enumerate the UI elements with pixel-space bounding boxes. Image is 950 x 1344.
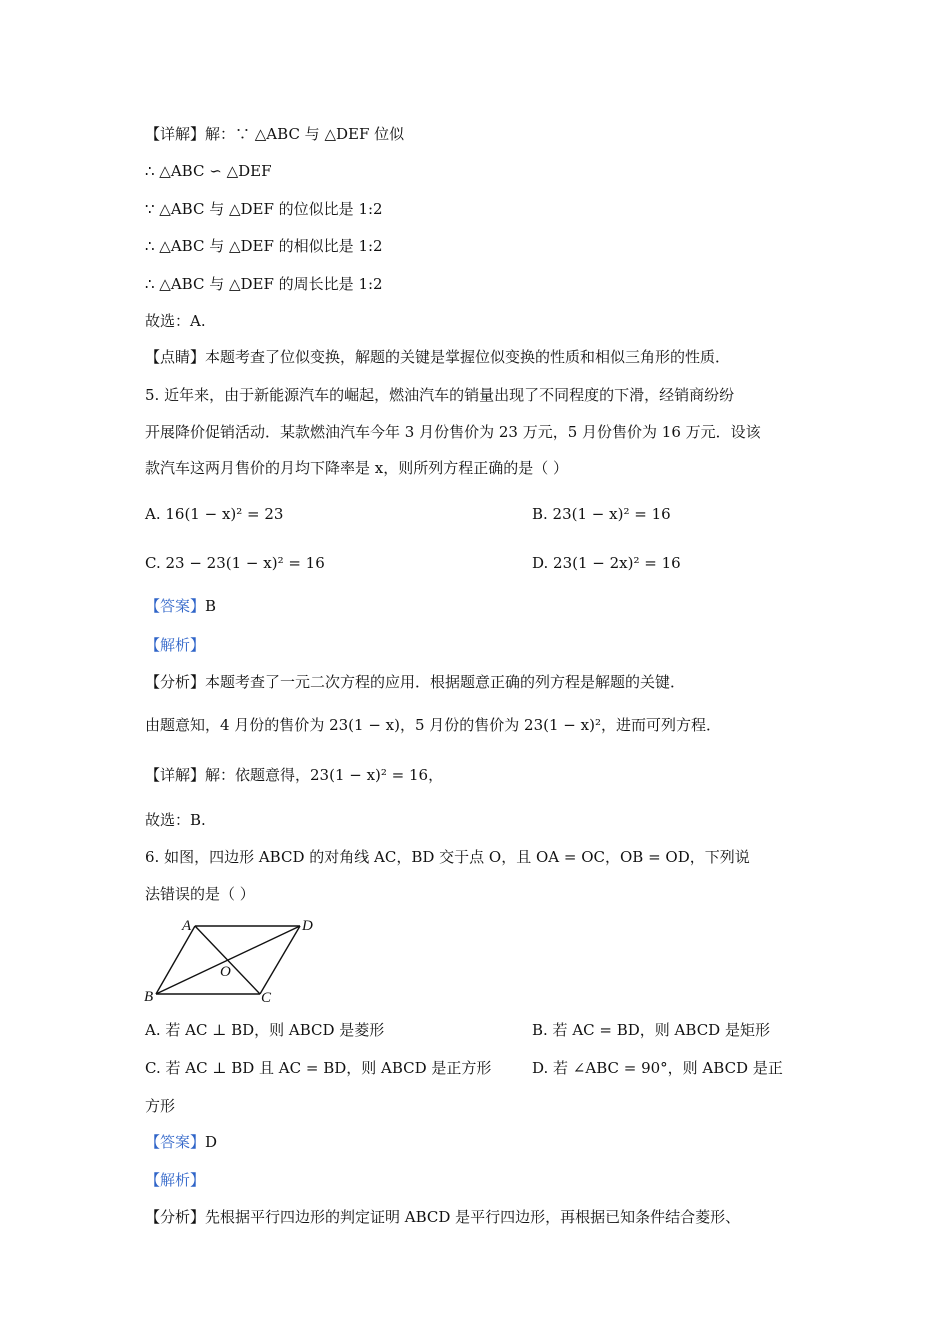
question-5-option-d: D. 23(1 − 2x)² = 16	[532, 554, 681, 572]
question-5-answer	[145, 595, 216, 617]
choose-a-line: 故选：A.	[145, 312, 206, 330]
dianjing-line: 【点睛】本题考查了位似变换，解题的关键是掌握位似变换的性质和相似三角形的性质．	[145, 348, 731, 366]
detail-line-5: ∴ △ABC 与 △DEF 的周长比是 1:2	[145, 275, 383, 293]
detail-line-1: 【详解】解：∵ △ABC 与 △DEF 位似	[145, 125, 405, 143]
answer-tag: 【答案】	[145, 597, 206, 615]
answer-tag: 【答案】	[145, 1133, 206, 1151]
question-5-reason: 由题意知，4 月份的售价为 23(1 − x)，5 月份的售价为 23(1 − x)²，进而可列方程．	[145, 716, 721, 734]
label-o: O	[220, 964, 231, 980]
parallelogram-svg	[140, 912, 330, 1008]
question-6-analysis-tag: 【解析】	[145, 1171, 206, 1189]
question-6-answer	[145, 1131, 217, 1153]
answer-value: D	[205, 1133, 218, 1151]
question-6-fenxi: 【分析】先根据平行四边形的判定证明 ABCD 是平行四边形，再根据已知条件结合菱形、	[145, 1208, 741, 1226]
question-5-option-a: A. 16(1 − x)² = 23	[145, 505, 284, 523]
label-b: B	[144, 989, 154, 1005]
label-d: D	[302, 918, 313, 934]
question-5-option-b: B. 23(1 − x)² = 16	[532, 505, 671, 523]
question-6-text-1: 6. 如图，四边形 ABCD 的对角线 AC，BD 交于点 O，且 OA = OC，OB = OD，下列说	[145, 848, 750, 866]
question-5-choose: 故选：B.	[145, 811, 206, 829]
edge-ab	[156, 926, 195, 994]
question-5-fenxi: 【分析】本题考查了一元二次方程的应用．根据题意正确的列方程是解题的关键．	[145, 673, 686, 691]
question-6-option-c: C. 若 AC ⊥ BD 且 AC = BD，则 ABCD 是正方形	[145, 1059, 492, 1077]
answer-value: B	[205, 597, 217, 615]
question-5-analysis-tag: 【解析】	[145, 636, 206, 654]
parallelogram-figure	[140, 912, 330, 1012]
question-5-option-c: C. 23 − 23(1 − x)² = 16	[145, 554, 325, 572]
question-6-option-d: D. 若 ∠ABC = 90°，则 ABCD 是正	[532, 1059, 783, 1077]
question-6-option-a: A. 若 AC ⊥ BD，则 ABCD 是菱形	[145, 1021, 385, 1039]
detail-line-3: ∵ △ABC 与 △DEF 的位似比是 1:2	[145, 200, 383, 218]
question-5-text-3: 款汽车这两月售价的月均下降率是 x，则所列方程正确的是（ ）	[145, 459, 568, 477]
question-5-detail: 【详解】解：依题意得，23(1 − x)² = 16，	[145, 766, 444, 784]
detail-line-4: ∴ △ABC 与 △DEF 的相似比是 1:2	[145, 237, 383, 255]
detail-line-2: ∴ △ABC ∽ △DEF	[145, 162, 272, 180]
question-5-text-1: 5. 近年来，由于新能源汽车的崛起，燃油汽车的销量出现了不同程度的下滑，经销商纷纷	[145, 386, 735, 404]
question-6-option-d-cont: 方形	[145, 1097, 176, 1115]
question-6-option-b: B. 若 AC = BD，则 ABCD 是矩形	[532, 1021, 770, 1039]
label-a: A	[182, 918, 192, 934]
question-6-text-2: 法错误的是（ ）	[145, 885, 255, 903]
question-5-text-2: 开展降价促销活动．某款燃油汽车今年 3 月份售价为 23 万元，5 月份售价为 16 万元．设该	[145, 423, 761, 441]
label-c: C	[261, 990, 272, 1006]
diagonal-bd	[156, 926, 300, 994]
